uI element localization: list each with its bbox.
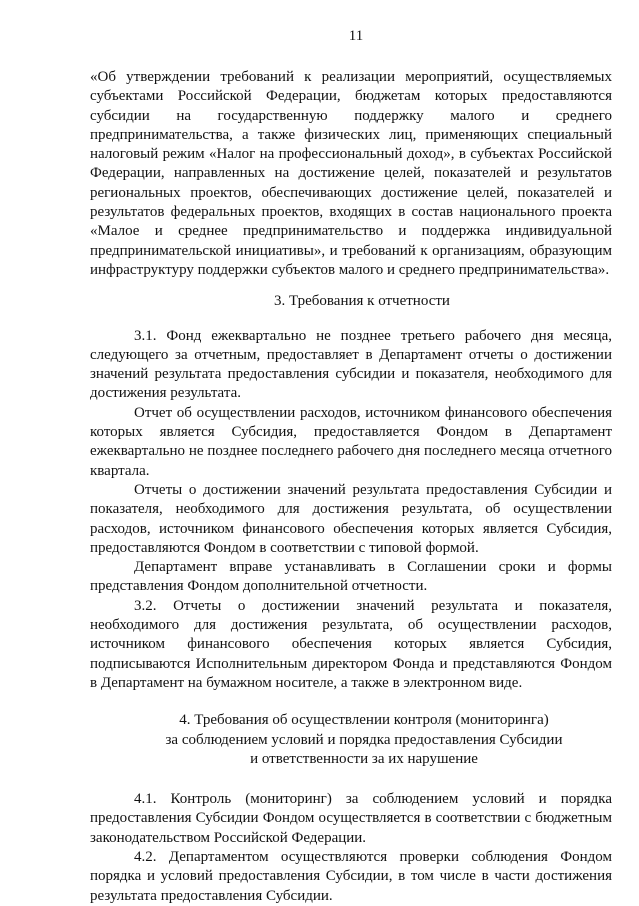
paragraph-reports-form: Отчеты о достижении значений результата предоставления Субсидии и показателя, необходимого для достижения результата, об осуществлении расходов, источником финансового обеспечения которых является Субсидия, предоставляются Фондом в соответствии с типовой формой. [90,481,612,556]
section-4-heading-line-2: за соблюдением условий и порядка предоставления Субсидии [165,731,563,748]
paragraph-additional-reporting: Департамент вправе устанавливать в Соглашении сроки и формы представления Фондом дополнительной отчетности. [90,559,612,595]
paragraph-4-2: 4.2. Департаментом осуществляются проверки соблюдения Фондом порядка и условий предоставления Субсидии, в том числе в части достижения результата предоставления Субсидии. [90,848,612,904]
document-page [90,28,612,906]
section-4-heading-line-3: и ответственности за их нарушение [250,750,478,767]
section-3-heading: 3. Требования к отчетности [274,293,450,310]
section-4-heading [90,711,612,769]
page-number: 11 [348,28,364,44]
paragraph-4-1: 4.1. Контроль (мониторинг) за соблюдением условий и порядка предоставления Субсидии Фондом осуществляется в соответствии с бюджетным законодательством Российской Федерации. [90,791,612,846]
paragraph-3-1: 3.1. Фонд ежеквартально не позднее третьего рабочего дня месяца, следующего за отчетным, предоставляет в Департамент отчеты о достижении значений результата предоставления субсидии и показателя, необходимого для достижения результата. [90,327,612,402]
paragraph-expenses-report: Отчет об осуществлении расходов, источником финансового обеспечения которых является Субсидия, предоставляется Фондом в Департамент ежеквартально не позднее последнего рабочего дня последнего месяца отчетного квартала. [90,404,612,479]
section-4-heading-line-1: 4. Требования об осуществлении контроля (мониторинга) [179,712,549,729]
paragraph-3-2: 3.2. Отчеты о достижении значений результата и показателя, необходимого для достижения результата, об осуществлении расходов, источником финансового обеспечения которых является Субсидия, подписываются Исполнительным директором Фонда и представляются Фондом в Департамент на бумажном носителе, а также в электронном виде. [90,597,612,691]
intro-paragraph: «Об утверждении требований к реализации мероприятий, осуществляемых субъектами Российской Федерации, бюджетам которых предоставляются субсидии на государственную поддержку малого и среднего предпринимательства, а также физических лиц, применяющих специальный налоговый режим «Налог на профессиональный доход», в субъектах Российской Федерации, направленных на достижение целей, показателей и результатов региональных проектов, обеспечивающих достижение целей, показателей и результатов федеральных проектов, входящих в состав национального проекта «Малое и среднее предпринимательство и поддержка индивидуальной предпринимательской инициативы», и требований к организациям, образующим инфраструктуру поддержки субъектов малого и среднего предпринимательства». [90,69,612,278]
